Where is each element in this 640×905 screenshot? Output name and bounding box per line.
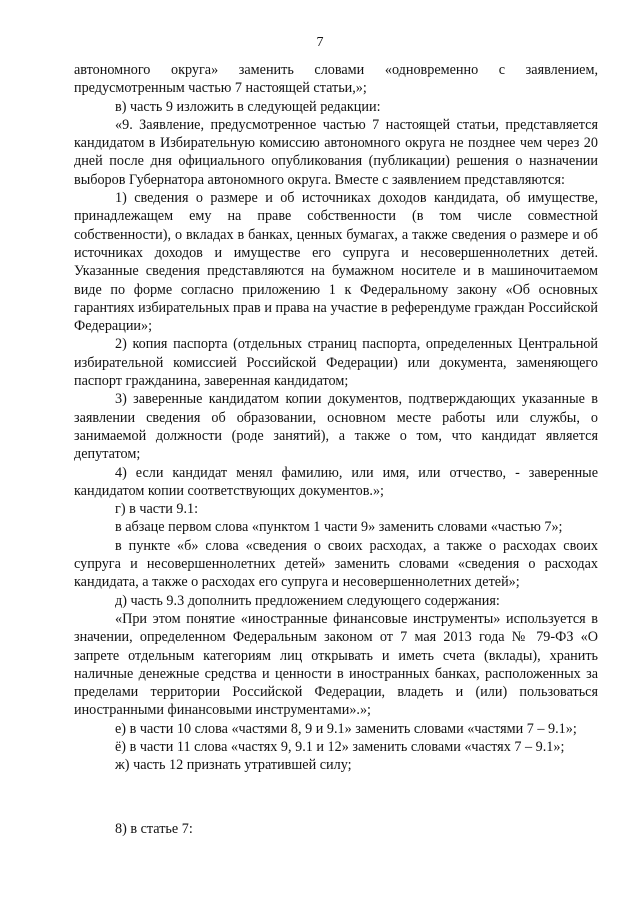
paragraph: г) в части 9.1: xyxy=(115,501,199,518)
document-body xyxy=(74,61,598,838)
paragraph: 3) заверенные кандидатом копии документов, подтверждающих указанные в заявлении сведения об образовании, основном месте работы или службы, о занимаемой должности (роде занятий), а также о том, что кандидат является депутатом; xyxy=(74,391,598,463)
paragraph: в) часть 9 изложить в следующей редакции: xyxy=(115,98,381,115)
paragraph: «9. Заявление, предусмотренное частью 7 настоящей статьи, представляется кандидатом в Избирательную комиссию автономного округа не позднее чем через 20 дней после дня официального опубликования (публикации) решения о назначении выборов Губернатора автономного округа. Вместе с заявлением представляются: xyxy=(74,116,598,188)
paragraph: е) в части 10 слова «частями 8, 9 и 9.1» заменить словами «частями 7 – 9.1»; xyxy=(115,720,577,737)
paragraph: д) часть 9.3 дополнить предложением следующего содержания: xyxy=(115,592,500,609)
paragraph: автономного округа» заменить словами «одновременно с заявлением, предусмотренным частью 7 настоящей статьи,»; xyxy=(74,62,598,97)
paragraph: в абзаце первом слова «пунктом 1 части 9» заменить словами «частью 7»; xyxy=(115,519,563,536)
paragraph: в пункте «б» слова «сведения о своих расходах, а также о расходах своих супруга и несовершеннолетних детей» заменить словами «сведения о расходах кандидата, а также о расходах его супруга и несовершеннолетних детей»; xyxy=(74,537,598,591)
paragraph: ё) в части 11 слова «частях 9, 9.1 и 12» заменить словами «частях 7 – 9.1»; xyxy=(115,738,565,755)
paragraph: ж) часть 12 признать утратившей силу; xyxy=(115,757,352,774)
paragraph: 8) в статье 7: xyxy=(115,820,193,837)
paragraph: 2) копия паспорта (отдельных страниц паспорта, определенных Центральной избирательной комиссией Российской Федерации) или документа, заменяющего паспорт гражданина, заверенная кандидатом; xyxy=(74,336,598,390)
page-number: 7 xyxy=(316,35,324,50)
paragraph: 4) если кандидат менял фамилию, или имя, или отчество, - заверенные кандидатом копии соответствующих документов.»; xyxy=(74,464,598,499)
paragraph: «При этом понятие «иностранные финансовые инструменты» используется в значении, определенном Федеральным законом от 7 мая 2013 года № 79-ФЗ «О запрете отдельным категориям лиц открывать и иметь счета (вклады), хранить наличные денежные средства и ценности в иностранных банках, расположенных за пределами территории Российской Федерации, владеть и (или) пользоваться иностранными финансовыми инструментами».»; xyxy=(74,610,598,719)
paragraph: 1) сведения о размере и об источниках доходов кандидата, об имуществе, принадлежащем ему на праве собственности (в том числе совместной собственности), о вкладах в банках, ценных бумагах, а также сведения о размере и об источниках доходов и имуществе его супруга и несовершеннолетних детей. Указанные сведения представляются на бумажном носителе и в машиночитаемом виде по форме согласно приложению 1 к Федеральному закону «Об основных гарантиях избирательных прав и права на участие в референдуме граждан Российской Федерации»; xyxy=(74,190,598,335)
